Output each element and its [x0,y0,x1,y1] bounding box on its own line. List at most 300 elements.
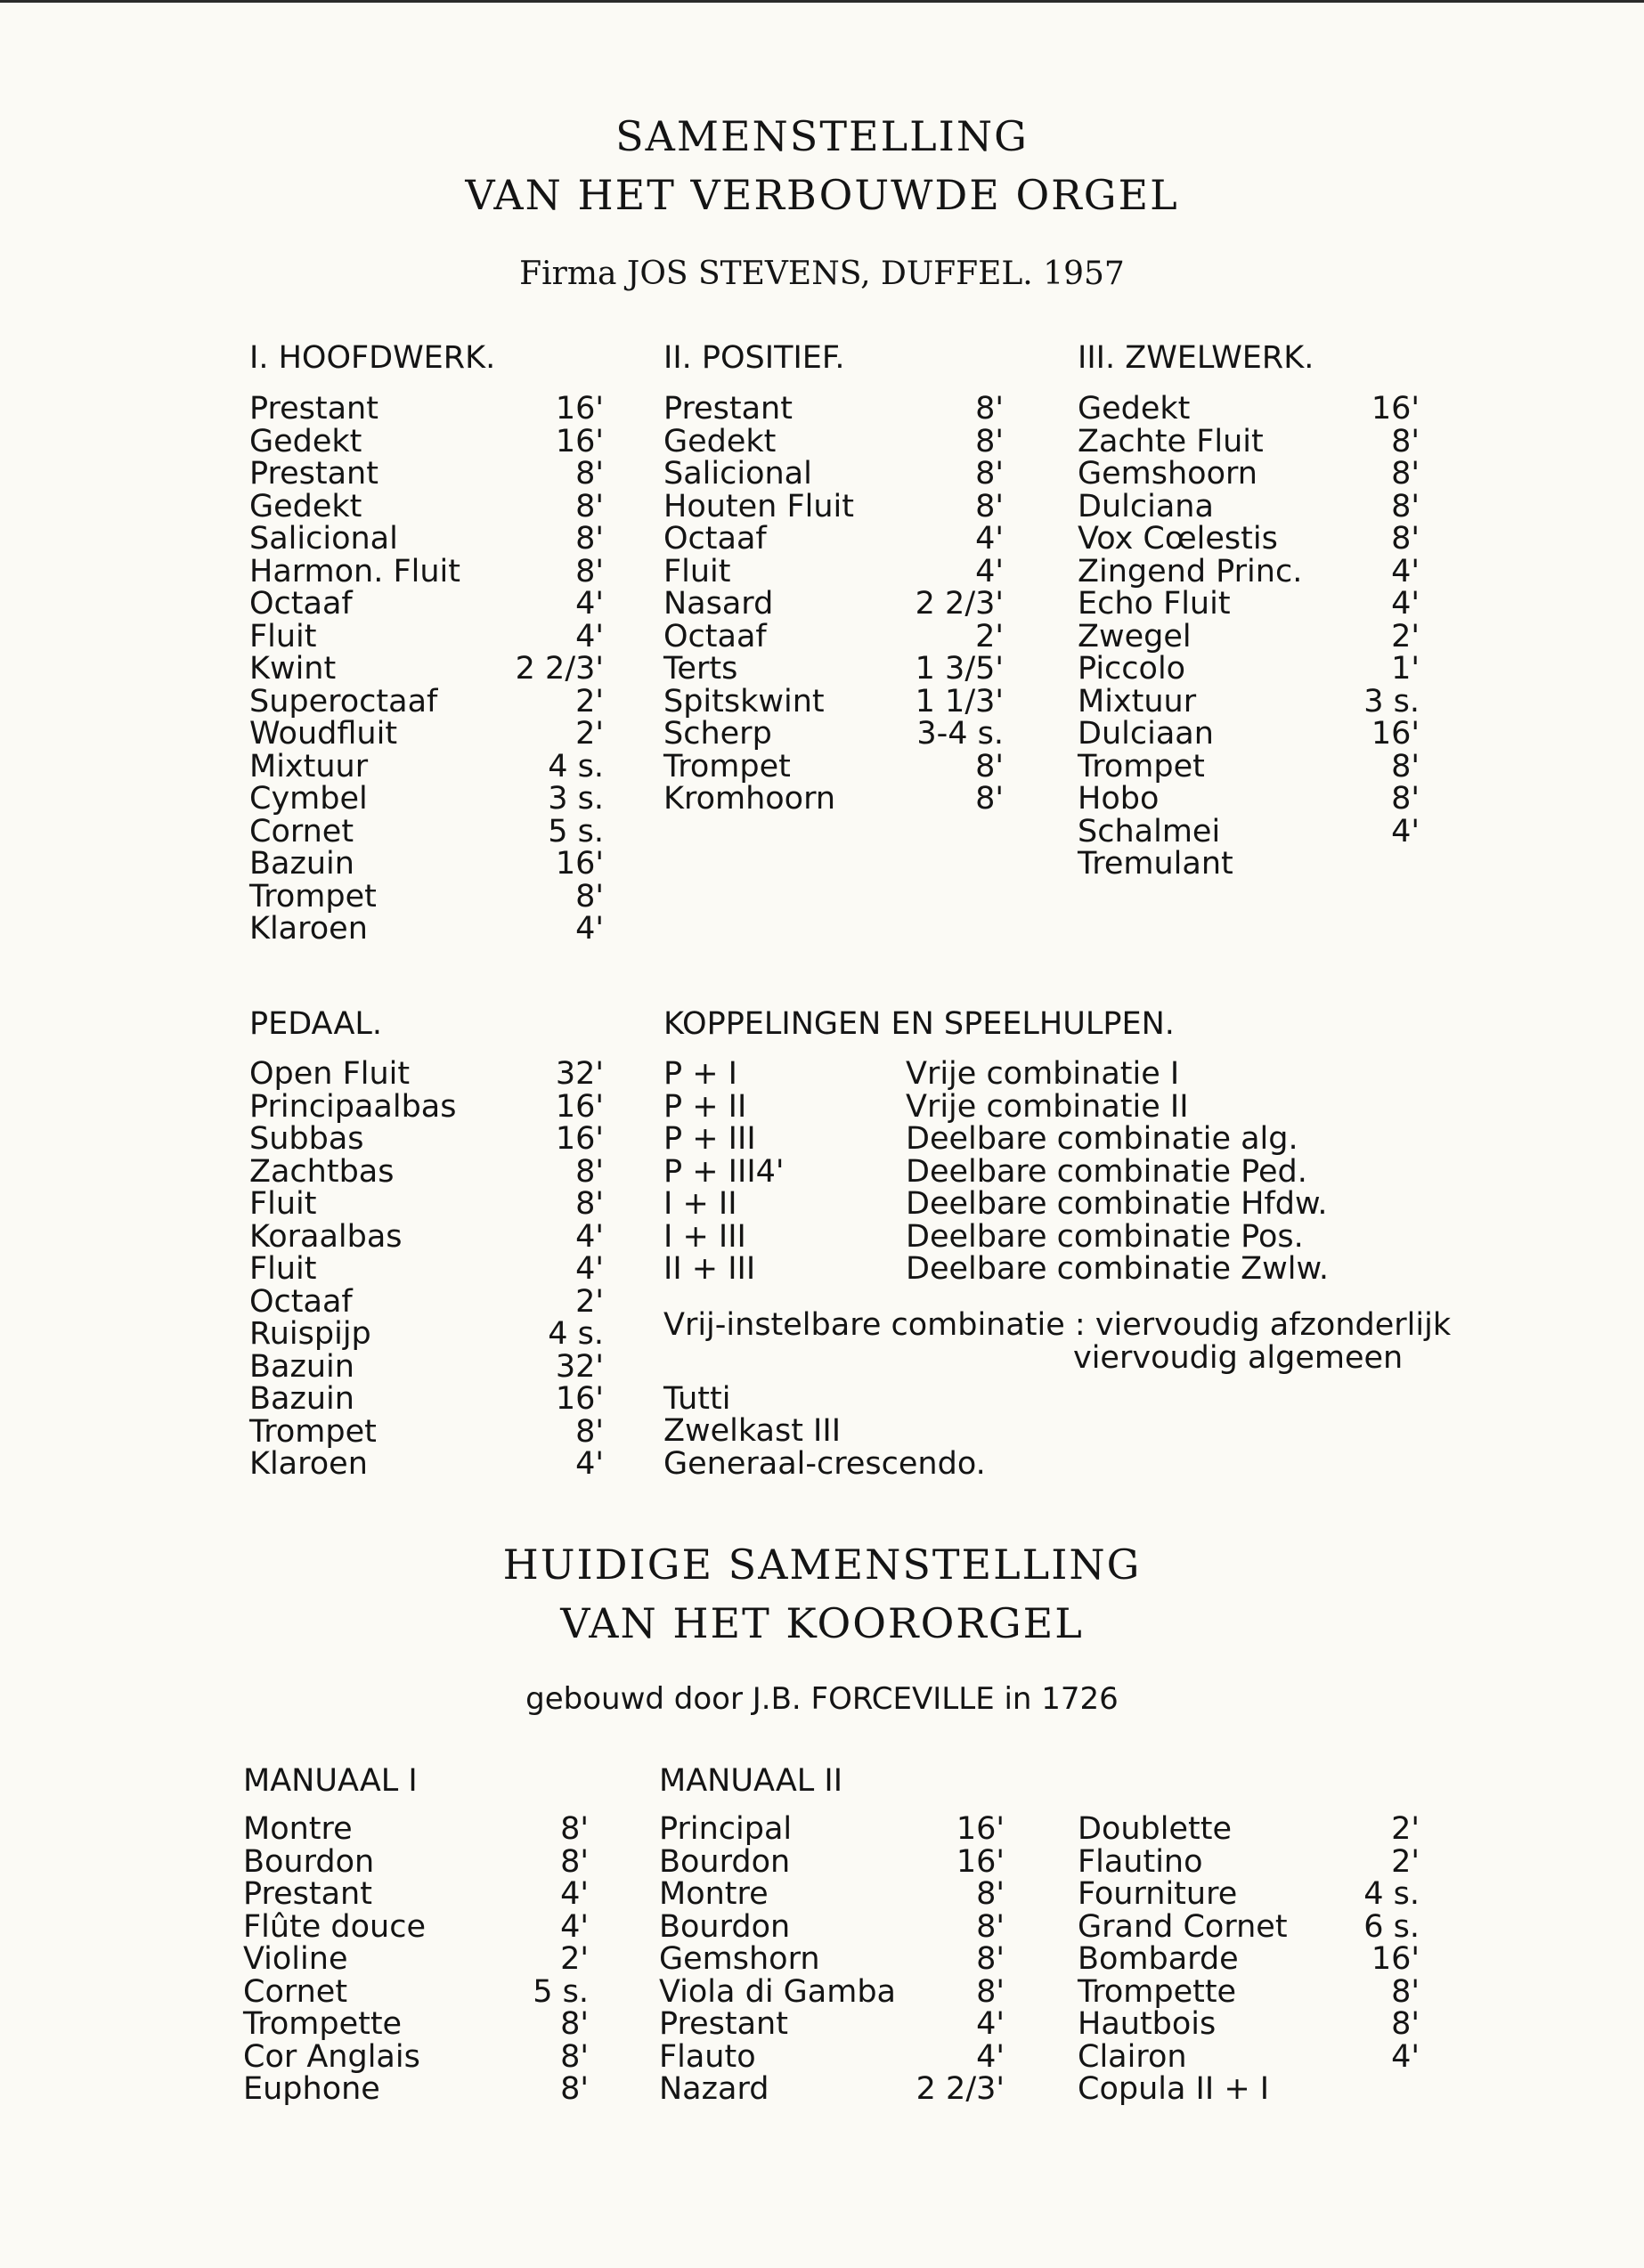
stop-pitch: 16' [956,1811,1005,1847]
stop-row [249,523,604,556]
stop-row [1078,523,1420,556]
stop-row [249,1448,604,1481]
stop-pitch: 8' [975,456,1004,492]
stop-pitch: 8' [575,521,604,557]
stop-row [249,423,604,459]
stop-row [249,848,604,881]
hoofdwerk-stop-list [249,393,604,946]
stop-name: Cor Anglais [243,2038,420,2075]
stop-pitch: 4' [1391,813,1420,849]
stop-name: Octaaf [249,586,353,622]
stop-name: Zachte Fluit [1078,423,1264,459]
stop-row [1078,1878,1420,1911]
stop-pitch: 8' [575,1153,604,1190]
stop-row [249,1253,604,1286]
stop-row [249,1088,604,1125]
stop-pitch: 2 2/3' [915,586,1004,622]
stop-row [663,783,1004,816]
stop-row [1078,393,1420,426]
stop-row [243,2008,589,2041]
stop-pitch: 4' [575,1251,604,1287]
koppeling-row [663,1123,1429,1156]
stop-pitch: 2' [975,618,1004,654]
stop-pitch: 4' [560,1876,589,1912]
stop-row [1078,848,1420,881]
stop-pitch: 5 s. [548,813,604,849]
pedaal-heading: PEDAAL. [249,1006,383,1042]
stop-pitch: 8' [560,2071,589,2107]
stop-pitch: 8' [1391,488,1420,524]
stop-pitch: 8' [975,423,1004,459]
stop-row [663,718,1004,751]
stop-row [1078,813,1420,849]
stop-pitch: 4' [1391,586,1420,622]
stop-name: Bourdon [659,1908,791,1945]
stop-row [249,1153,604,1190]
stop-pitch: 8' [976,1876,1005,1912]
stop-name: Trompet [1078,748,1205,784]
stop-name: Vox Cœlestis [1078,521,1278,557]
stop-row [249,1383,604,1416]
stop-name: Flauto [659,2038,756,2075]
playing-aid: Deelbare combinatie Ped. [906,1153,1307,1190]
stop-name: Salicional [249,521,398,557]
stop-name: Dulciana [1078,488,1214,524]
coupler: P + I [663,1056,738,1092]
stop-name: Prestant [249,391,378,427]
playing-aid: Vrije combinatie II [906,1088,1189,1125]
stop-row [249,1123,604,1156]
section2-title-line2: VAN HET KOORORGEL [560,1599,1084,1647]
playing-aid: Vrije combinatie I [906,1056,1180,1092]
stop-pitch: 8' [1391,456,1420,492]
stop-pitch: 8' [1391,1973,1420,2010]
stop-name: Nasard [663,586,774,622]
stop-pitch: 8' [975,391,1004,427]
pedaal-stop-list [249,1058,604,1481]
stop-name: Zingend Princ. [1078,553,1303,589]
stop-pitch: 1 3/5' [915,651,1004,687]
stop-name: Gedekt [663,423,777,459]
stop-row [663,423,1004,459]
stop-pitch: 16' [555,423,604,459]
stop-name: Schalmei [1078,813,1221,849]
stop-row [243,2038,589,2075]
stop-pitch: 4' [575,911,604,947]
koppelingen-list [663,1058,1429,1286]
stop-pitch: 8' [1391,2006,1420,2042]
stop-name: Ruispijp [249,1316,371,1352]
stop-pitch: 1 1/3' [915,683,1004,719]
koppeling-row [663,1153,1429,1190]
vrij-instelbare-line2: viervoudig algemeen [1073,1340,1404,1376]
stop-row [1078,2038,1420,2075]
stop-pitch: 2' [575,683,604,719]
stop-row [249,718,604,751]
stop-row [659,1943,1005,1976]
koppeling-row [663,1058,1429,1091]
stop-name: Hautbois [1078,2006,1217,2042]
stop-row [1078,553,1420,589]
stop-pitch: 2' [560,1941,589,1977]
stop-name: Bourdon [243,1843,375,1880]
stop-name: Open Fluit [249,1056,411,1092]
stop-name: Woudfluit [249,716,398,752]
stop-name: Cornet [249,813,354,849]
stop-row [659,1843,1005,1880]
stop-row [243,1843,589,1880]
stop-name: Flautino [1078,1843,1203,1880]
stop-name: Trompet [663,748,791,784]
stop-name: Fluit [249,1251,317,1287]
stop-row [249,458,604,491]
stop-pitch: 8' [1391,748,1420,784]
stop-pitch: 8' [560,2006,589,2042]
stop-pitch: 8' [976,1908,1005,1945]
stop-name: Houten Fluit [663,488,854,524]
stop-name: Flûte douce [243,1908,427,1945]
stop-name: Viola di Gamba [659,1973,897,2010]
stop-name: Fourniture [1078,1876,1238,1912]
stop-row [1078,653,1420,686]
stop-name: Principal [659,1811,793,1847]
stop-row [663,618,1004,654]
stop-row [249,748,604,784]
stop-name: Montre [243,1811,353,1847]
stop-name: Gedekt [1078,391,1191,427]
stop-name: Bazuin [249,1381,354,1417]
stop-row [249,653,604,686]
stop-row [663,553,1004,589]
stop-name: Klaroen [249,1446,368,1482]
coupler: P + II [663,1088,747,1125]
stop-pitch: 2' [1391,618,1420,654]
stop-name: Gemshoorn [1078,456,1257,492]
stop-row [1078,588,1420,621]
stop-row [249,813,604,849]
playing-aid: Deelbare combinatie Pos. [906,1218,1304,1255]
stop-row [243,1813,589,1846]
stop-name: Clairon [1078,2038,1187,2075]
stop-name: Prestant [243,1876,372,1912]
koppeling-row [663,1253,1429,1286]
stop-pitch: 4' [976,2038,1005,2075]
stop-pitch: 2' [575,716,604,752]
stop-row [1078,748,1420,784]
stop-name: Octaaf [663,521,767,557]
stop-name: Mixtuur [249,748,369,784]
stop-name: Principaalbas [249,1088,457,1125]
stop-row [249,1218,604,1255]
stop-row [1078,718,1420,751]
stop-pitch: 8' [976,1973,1005,2010]
stop-pitch: 2 2/3' [515,651,604,687]
stop-pitch: 4' [1391,553,1420,589]
stop-pitch: 8' [976,1941,1005,1977]
stop-name: Gedekt [249,488,362,524]
coupler: I + III [663,1218,746,1255]
stop-pitch: 32' [555,1056,604,1092]
coupler: P + III [663,1121,756,1157]
playing-aid: Deelbare combinatie Hfdw. [906,1186,1328,1222]
stop-name: Octaaf [663,618,767,654]
stop-row [663,653,1004,686]
stop-row [1078,1843,1420,1880]
stop-name: Kromhoorn [663,781,836,817]
crescendo-line: Generaal-crescendo. [663,1446,986,1482]
positief-heading: II. POSITIEF. [663,340,845,376]
hoofdwerk-heading: I. HOOFDWERK. [249,340,496,376]
stop-name: Harmon. Fluit [249,553,460,589]
stop-row [1078,458,1420,491]
section1-title-line1: SAMENSTELLING [615,112,1029,160]
stop-pitch: 16' [555,1121,604,1157]
stop-pitch: 4' [575,1446,604,1482]
stop-pitch: 4' [1391,2038,1420,2075]
stop-name: Gedekt [249,423,362,459]
stop-pitch: 16' [956,1843,1005,1880]
stop-row [249,618,604,654]
stop-pitch: 16' [1371,1941,1420,1977]
stop-pitch: 16' [555,846,604,882]
stop-row [249,878,604,915]
stop-name: Euphone [243,2071,380,2107]
stop-name: Terts [663,651,738,687]
stop-row [659,2038,1005,2075]
stop-name: Scherp [663,716,772,752]
stop-name: Prestant [663,391,793,427]
stop-name: Fluit [249,1186,317,1222]
stop-name: Koraalbas [249,1218,403,1255]
stop-name: Prestant [249,456,378,492]
stop-pitch: 3 s. [548,781,604,817]
stop-pitch: 8' [575,878,604,915]
stop-pitch: 6 s. [1363,1908,1420,1945]
manuaal1-heading: MANUAAL I [243,1763,418,1799]
stop-row [249,1188,604,1221]
stop-row [249,553,604,589]
stop-row [249,393,604,426]
stop-pitch: 8' [975,488,1004,524]
stop-name: Salicional [663,456,812,492]
stop-row [1078,2008,1420,2041]
stop-pitch: 4 s. [1363,1876,1420,1912]
stop-name: Zwegel [1078,618,1192,654]
stop-name: Bourdon [659,1843,791,1880]
stop-name: Spitskwint [663,683,825,719]
stop-name: Bombarde [1078,1941,1239,1977]
stop-row [1078,1973,1420,2010]
stop-name: Fluit [249,618,317,654]
zwelwerk-heading: III. ZWELWERK. [1078,340,1314,376]
stop-name: Octaaf [249,1283,353,1320]
stop-pitch: 2' [1391,1843,1420,1880]
stop-pitch: 8' [560,2038,589,2075]
stop-name: Trompet [249,1413,377,1450]
manuaal2-stop-list-a [659,1813,1005,2106]
stop-name: Dulciaan [1078,716,1214,752]
stop-name: Prestant [659,2006,788,2042]
section1-title-line2: VAN HET VERBOUWDE ORGEL [465,171,1179,219]
zwelkast-line: Zwelkast III [663,1413,842,1449]
stop-pitch: 8' [560,1843,589,1880]
stop-name: Trompette [1078,1973,1237,2010]
stop-pitch: 4 s. [548,748,604,784]
manuaal2-heading: MANUAAL II [659,1763,843,1799]
stop-pitch: 4' [575,1218,604,1255]
stop-pitch: 5 s. [533,1973,589,2010]
tutti-line: Tutti [663,1381,731,1417]
stop-row [1078,1813,1420,1846]
stop-name: Trompet [249,878,377,915]
stop-pitch: 8' [575,553,604,589]
stop-row [249,1348,604,1385]
koppeling-row [663,1218,1429,1255]
stop-row [663,683,1004,719]
stop-name: Nazard [659,2071,769,2107]
stop-pitch: 4' [976,2006,1005,2042]
stop-row [659,1908,1005,1945]
coupler: II + III [663,1251,756,1287]
stop-name: Klaroen [249,911,368,947]
stop-pitch: 2' [1391,1811,1420,1847]
stop-pitch: 8' [560,1811,589,1847]
stop-row [249,488,604,524]
stop-pitch: 16' [555,1381,604,1417]
stop-name: Cornet [243,1973,348,2010]
stop-pitch: 8' [1391,423,1420,459]
stop-pitch: 16' [1371,716,1420,752]
stop-name: Violine [243,1941,348,1977]
section2-subtitle: gebouwd door J.B. FORCEVILLE in 1726 [525,1681,1119,1717]
stop-row [249,588,604,621]
stop-row [249,683,604,719]
stop-row [663,393,1004,426]
stop-pitch: 8' [575,1413,604,1450]
stop-pitch: 4' [560,1908,589,1945]
stop-pitch: 3 s. [1363,683,1420,719]
stop-pitch: 8' [575,456,604,492]
manuaal1-stop-list [243,1813,589,2106]
stop-name: Mixtuur [1078,683,1197,719]
stop-row [243,1943,589,1976]
stop-name: Piccolo [1078,651,1186,687]
stop-pitch: 4' [575,618,604,654]
section1-subtitle: Firma JOS STEVENS, DUFFEL. 1957 [519,256,1125,292]
manuaal2-stop-list-b [1078,1813,1420,2106]
stop-row [243,2073,589,2106]
section2-title-line1: HUIDIGE SAMENSTELLING [502,1540,1142,1589]
playing-aid: Deelbare combinatie Zwlw. [906,1251,1329,1287]
stop-row [249,1283,604,1320]
coupler: I + II [663,1186,737,1222]
stop-row [1078,618,1420,654]
stop-name: Copula II + I [1078,2071,1270,2107]
stop-pitch: 8' [1391,521,1420,557]
stop-name: Echo Fluit [1078,586,1231,622]
koppeling-row [663,1088,1429,1125]
stop-row [1078,683,1420,719]
stop-name: Subbas [249,1121,364,1157]
zwelwerk-stop-list [1078,393,1420,881]
stop-pitch: 4' [975,521,1004,557]
stop-row [659,1878,1005,1911]
stop-row [663,488,1004,524]
coupler: P + III4' [663,1153,785,1190]
stop-name: Hobo [1078,781,1160,817]
stop-pitch: 4 s. [548,1316,604,1352]
stop-row [243,1908,589,1945]
stop-pitch: 4' [975,553,1004,589]
stop-row [659,1973,1005,2010]
stop-pitch: 2 2/3' [916,2071,1005,2107]
stop-name: Fluit [663,553,731,589]
stop-name: Cymbel [249,781,368,817]
stop-row [663,458,1004,491]
stop-pitch: 8' [975,781,1004,817]
stop-pitch: 2' [575,1283,604,1320]
stop-name: Montre [659,1876,769,1912]
stop-row [663,588,1004,621]
stop-row [249,1318,604,1351]
stop-pitch: 1' [1391,651,1420,687]
stop-row [1078,1943,1420,1976]
stop-row [243,1973,589,2010]
stop-row [1078,1908,1420,1945]
stop-name: Zachtbas [249,1153,395,1190]
stop-row [1078,783,1420,816]
stop-row [659,2073,1005,2106]
stop-name: Kwint [249,651,337,687]
stop-pitch: 16' [555,1088,604,1125]
stop-row [659,1813,1005,1846]
stop-row [243,1878,589,1911]
koppeling-row [663,1188,1429,1221]
playing-aid: Deelbare combinatie alg. [906,1121,1298,1157]
stop-row [663,523,1004,556]
stop-row [249,1058,604,1091]
stop-pitch: 16' [555,391,604,427]
stop-row [249,1413,604,1450]
stop-row [659,2008,1005,2041]
stop-name: Tremulant [1078,846,1233,882]
stop-row [663,748,1004,784]
top-border [0,0,1644,3]
positief-stop-list [663,393,1004,816]
stop-name: Trompette [243,2006,403,2042]
stop-name: Bazuin [249,1348,354,1385]
stop-name: Superoctaaf [249,683,438,719]
stop-name: Bazuin [249,846,354,882]
stop-row [1078,423,1420,459]
koppelingen-heading: KOPPELINGEN EN SPEELHULPEN. [663,1006,1175,1042]
stop-row [1078,488,1420,524]
stop-pitch: 4' [575,586,604,622]
stop-name: Grand Cornet [1078,1908,1288,1945]
stop-pitch: 8' [1391,781,1420,817]
stop-name: Doublette [1078,1811,1233,1847]
stop-name: Gemshorn [659,1941,820,1977]
stop-row [249,783,604,816]
stop-pitch: 8' [575,488,604,524]
vrij-instelbare-line: Vrij-instelbare combinatie : viervoudig afzonderlijk [663,1307,1452,1343]
stop-pitch: 3-4 s. [916,716,1004,752]
stop-row [249,913,604,946]
stop-pitch: 16' [1371,391,1420,427]
stop-pitch: 8' [575,1186,604,1222]
stop-pitch: 32' [555,1348,604,1385]
stop-row [1078,2073,1420,2106]
